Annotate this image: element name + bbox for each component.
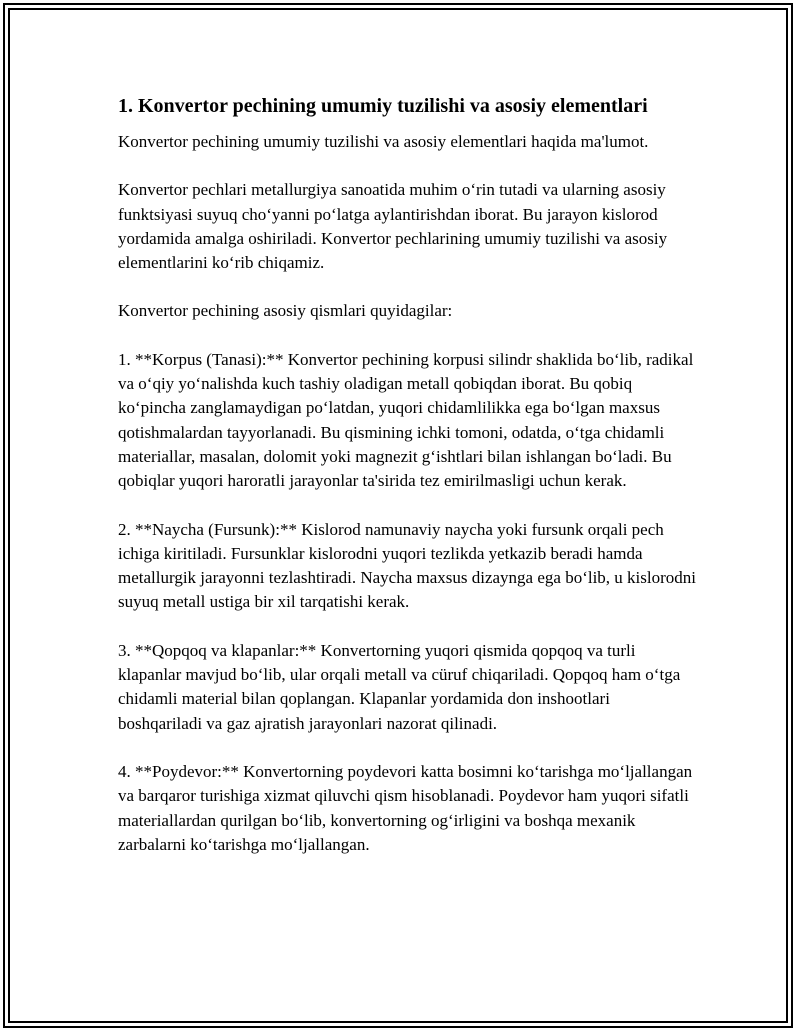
document-title: 1. Konvertor pechining umumiy tuzilishi va asosiy elementlari: [118, 95, 648, 117]
part-poydevor-paragraph: 4. **Poydevor:** Konvertorning poydevori katta bosimni ko‘tarishga mo‘ljallangan va barqaror turishiga xizmat qiluvchi qism hisoblanadi. Poydevor ham yuqori sifatli materiallardan qurilgan bo‘lib, konvertorning og‘irligini va boshqa mexanik zarbalarni ko‘tarishga mo‘ljallangan.: [118, 761, 693, 854]
part-korpus-paragraph: 1. **Korpus (Tanasi):** Konvertor pechining korpusi silindr shaklida bo‘lib, radikal va o‘qiy yo‘nalishda kuch tashiy oladigan metall qobiqdan iborat. Bu qobiq ko‘pincha zanglamaydigan po‘latdan, yuqori chidamlilikka ega bo‘lgan maxsus qotishmalardan tayyorlanadi. Bu qismining ichki tomoni, odatda, o‘tga chidamli materiallar, masalan, dolomit yoki magnezit g‘ishtlari bilan ishlangan bo‘ladi. Bu qobiqlar yuqori haroratli jarayonlar ta'sirida tez emirilmasligi uchun kerak.: [118, 349, 694, 491]
parts-intro-paragraph: Konvertor pechining asosiy qismlari quyidagilar:: [118, 301, 453, 321]
intro-paragraph: Konvertor pechining umumiy tuzilishi va asosiy elementlari haqida ma'lumot.: [118, 132, 649, 151]
part-naycha-paragraph: 2. **Naycha (Fursunk):** Kislorod namunaviy naycha yoki fursunk orqali pech ichiga kiritiladi. Fursunklar kislorodni yuqori tezlikda yetkazib beradi hamda metallurgik jarayonni tezlashtiradi. Naycha maxsus dizaynga ega bo‘lib, u kislorodni suyuq metall ustiga bir xil tarqatishi kerak.: [118, 519, 696, 612]
document-body: [118, 92, 698, 881]
overview-paragraph: Konvertor pechlari metallurgiya sanoatida muhim o‘rin tutadi va ularning asosiy funktsiyasi suyuq cho‘yanni po‘latga aylantirishdan iborat. Bu jarayon kislorod yordamida amalga oshiriladi. Konvertor pechlarining umumiy tuzilishi va asosiy elementlarini ko‘rib chiqamiz.: [118, 180, 668, 273]
part-qopqoq-paragraph: 3. **Qopqoq va klapanlar:** Konvertorning yuqori qismida qopqoq va turli klapanlar mavjud bo‘lib, ular orqali metall va cüruf chiqariladi. Qopqoq ham o‘tga chidamli material bilan qoplangan. Klapanlar yordamida don inshootlari boshqariladi va gaz ajratish jarayonlari nazorat qilinadi.: [118, 640, 681, 733]
